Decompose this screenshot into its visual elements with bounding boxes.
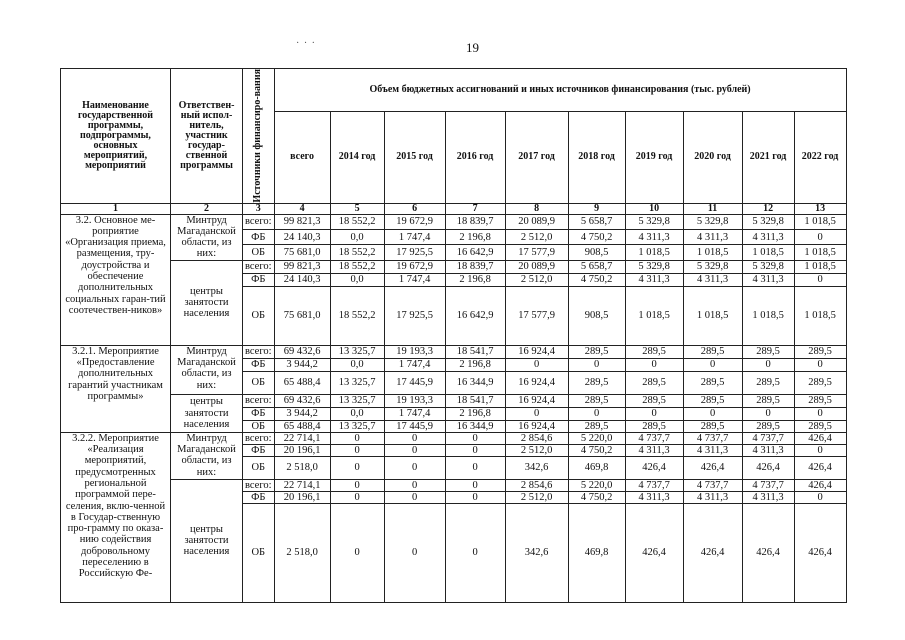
funding-source-cell: ФБ	[243, 491, 275, 503]
amount-cell: 4 311,3	[742, 491, 794, 503]
amount-cell: 5 658,7	[568, 260, 625, 273]
amount-cell: 18 552,2	[330, 260, 384, 273]
amount-cell: 289,5	[683, 420, 742, 432]
amount-cell: 0	[683, 358, 742, 371]
program-name-cell: 3.2. Основное ме-роприятие «Организация приема, размещения, тру-доустройства и обеспечение дополнительных социальных гаран-тий соотечествен-ников»	[61, 214, 171, 345]
index-cell: 11	[683, 203, 742, 214]
amount-cell: 1 018,5	[683, 245, 742, 260]
amount-cell: 18 839,7	[445, 260, 505, 273]
amount-cell: 18 552,2	[330, 214, 384, 229]
amount-cell: 5 329,8	[683, 214, 742, 229]
amount-cell: 69 432,6	[274, 345, 330, 358]
amount-cell: 18 839,7	[445, 214, 505, 229]
amount-cell: 426,4	[683, 456, 742, 479]
amount-cell: 0	[445, 503, 505, 602]
amount-cell: 19 672,9	[384, 214, 445, 229]
amount-cell: 0	[794, 444, 846, 456]
amount-cell: 0	[568, 358, 625, 371]
amount-cell: 0	[505, 407, 568, 420]
amount-cell: 4 311,3	[625, 444, 683, 456]
amount-cell: 2 512,0	[505, 229, 568, 244]
responsible-cell: центры занятости населения	[171, 479, 243, 602]
amount-cell: 289,5	[742, 371, 794, 394]
amount-cell: 16 924,4	[505, 345, 568, 358]
amount-cell: 2 196,8	[445, 273, 505, 286]
amount-cell: 426,4	[742, 503, 794, 602]
index-cell: 10	[625, 203, 683, 214]
scan-dots: · · ·	[296, 38, 316, 49]
amount-cell: 16 924,4	[505, 394, 568, 407]
amount-cell: 289,5	[742, 394, 794, 407]
amount-cell: 1 018,5	[625, 245, 683, 260]
responsible-cell: центры занятости населения	[171, 394, 243, 432]
amount-cell: 16 924,4	[505, 371, 568, 394]
amount-cell: 3 944,2	[274, 358, 330, 371]
amount-cell: 75 681,0	[274, 245, 330, 260]
amount-cell: 289,5	[794, 420, 846, 432]
amount-cell: 0	[445, 491, 505, 503]
amount-cell: 99 821,3	[274, 260, 330, 273]
amount-cell: 426,4	[794, 432, 846, 444]
amount-cell: 20 196,1	[274, 491, 330, 503]
amount-cell: 4 750,2	[568, 229, 625, 244]
col-header-year: 2018 год	[568, 112, 625, 203]
amount-cell: 24 140,3	[274, 229, 330, 244]
table-row	[61, 260, 847, 273]
amount-cell: 0	[330, 444, 384, 456]
index-cell: 7	[445, 203, 505, 214]
amount-cell: 289,5	[683, 394, 742, 407]
amount-cell: 20 089,9	[505, 260, 568, 273]
amount-cell: 22 714,1	[274, 432, 330, 444]
amount-cell: 0,0	[330, 229, 384, 244]
amount-cell: 0	[742, 358, 794, 371]
amount-cell: 1 018,5	[742, 245, 794, 260]
amount-cell: 0	[330, 503, 384, 602]
amount-cell: 5 329,8	[742, 214, 794, 229]
amount-cell: 4 737,7	[742, 479, 794, 491]
amount-cell: 4 737,7	[742, 432, 794, 444]
amount-cell: 18 541,7	[445, 345, 505, 358]
funding-source-cell: ФБ	[243, 358, 275, 371]
amount-cell: 289,5	[794, 371, 846, 394]
amount-cell: 4 311,3	[683, 491, 742, 503]
amount-cell: 4 311,3	[625, 229, 683, 244]
amount-cell: 0	[742, 407, 794, 420]
amount-cell: 426,4	[742, 456, 794, 479]
col-header-year: 2016 год	[445, 112, 505, 203]
amount-cell: 908,5	[568, 286, 625, 345]
amount-cell: 1 747,4	[384, 273, 445, 286]
amount-cell: 4 311,3	[742, 229, 794, 244]
amount-cell: 5 220,0	[568, 479, 625, 491]
amount-cell: 0	[794, 358, 846, 371]
index-cell: 13	[794, 203, 846, 214]
amount-cell: 4 737,7	[625, 479, 683, 491]
funding-source-cell: ОБ	[243, 420, 275, 432]
amount-cell: 4 311,3	[683, 444, 742, 456]
amount-cell: 65 488,4	[274, 420, 330, 432]
amount-cell: 17 577,9	[505, 245, 568, 260]
index-cell: 9	[568, 203, 625, 214]
amount-cell: 75 681,0	[274, 286, 330, 345]
amount-cell: 16 642,9	[445, 245, 505, 260]
amount-cell: 426,4	[794, 479, 846, 491]
col-header-volume: Объем бюджетных ассигнований и иных источников финансирования (тыс. рублей)	[274, 69, 846, 112]
amount-cell: 469,8	[568, 456, 625, 479]
amount-cell: 1 018,5	[794, 214, 846, 229]
funding-source-cell: ФБ	[243, 229, 275, 244]
amount-cell: 289,5	[683, 345, 742, 358]
amount-cell: 2 512,0	[505, 444, 568, 456]
amount-cell: 0	[794, 273, 846, 286]
amount-cell: 4 311,3	[742, 273, 794, 286]
amount-cell: 2 512,0	[505, 273, 568, 286]
amount-cell: 4 311,3	[625, 491, 683, 503]
col-header-year: 2022 год	[794, 112, 846, 203]
amount-cell: 0	[384, 503, 445, 602]
funding-source-cell: ОБ	[243, 503, 275, 602]
amount-cell: 5 329,8	[625, 214, 683, 229]
amount-cell: 5 329,8	[625, 260, 683, 273]
col-header-responsible: Ответствен-ный испол-нитель, участник государ-ственной программы	[171, 69, 243, 204]
amount-cell: 289,5	[568, 420, 625, 432]
col-header-year: 2020 год	[683, 112, 742, 203]
index-cell: 12	[742, 203, 794, 214]
amount-cell: 4 750,2	[568, 491, 625, 503]
amount-cell: 0	[384, 432, 445, 444]
amount-cell: 289,5	[742, 345, 794, 358]
table-body	[61, 214, 847, 602]
amount-cell: 1 018,5	[794, 245, 846, 260]
amount-cell: 22 714,1	[274, 479, 330, 491]
amount-cell: 426,4	[794, 503, 846, 602]
program-name-cell: 3.2.1. Мероприятие «Предоставление дополнительных гарантий участникам программы»	[61, 345, 171, 432]
amount-cell: 24 140,3	[274, 273, 330, 286]
amount-cell: 342,6	[505, 503, 568, 602]
amount-cell: 1 747,4	[384, 407, 445, 420]
amount-cell: 4 311,3	[683, 273, 742, 286]
amount-cell: 0	[384, 491, 445, 503]
responsible-cell: Минтруд Магаданской области, из них:	[171, 345, 243, 394]
amount-cell: 17 925,5	[384, 245, 445, 260]
amount-cell: 4 737,7	[625, 432, 683, 444]
amount-cell: 99 821,3	[274, 214, 330, 229]
col-header-source	[243, 69, 275, 204]
amount-cell: 19 672,9	[384, 260, 445, 273]
amount-cell: 0	[794, 491, 846, 503]
col-header-year: всего	[274, 112, 330, 203]
amount-cell: 0	[445, 456, 505, 479]
col-header-year: 2015 год	[384, 112, 445, 203]
amount-cell: 0	[330, 456, 384, 479]
amount-cell: 289,5	[625, 420, 683, 432]
amount-cell: 5 329,8	[683, 260, 742, 273]
amount-cell: 0	[445, 444, 505, 456]
index-cell: 8	[505, 203, 568, 214]
amount-cell: 0	[445, 432, 505, 444]
amount-cell: 3 944,2	[274, 407, 330, 420]
table-row	[61, 214, 847, 229]
amount-cell: 2 854,6	[505, 432, 568, 444]
program-name-cell: 3.2.2. Мероприятие «Реализация мероприятий, предусмотренных региональной программой пере-селения, вклю-ченной в Государ-ственную про-грамму по оказа-нию содействия добровольному переселению в Российскую Фе-	[61, 432, 171, 602]
amount-cell: 289,5	[625, 371, 683, 394]
amount-cell: 2 196,8	[445, 229, 505, 244]
amount-cell: 289,5	[742, 420, 794, 432]
amount-cell: 18 541,7	[445, 394, 505, 407]
amount-cell: 0	[330, 479, 384, 491]
col-header-year: 2017 год	[505, 112, 568, 203]
amount-cell: 426,4	[625, 456, 683, 479]
amount-cell: 0	[384, 444, 445, 456]
amount-cell: 1 747,4	[384, 358, 445, 371]
funding-source-cell: всего:	[243, 432, 275, 444]
amount-cell: 426,4	[625, 503, 683, 602]
responsible-cell: Минтруд Магаданской области, из них:	[171, 432, 243, 479]
amount-cell: 0,0	[330, 358, 384, 371]
amount-cell: 2 196,8	[445, 358, 505, 371]
amount-cell: 1 018,5	[742, 286, 794, 345]
amount-cell: 1 018,5	[683, 286, 742, 345]
amount-cell: 0	[683, 407, 742, 420]
amount-cell: 289,5	[683, 371, 742, 394]
budget-table	[60, 68, 847, 603]
amount-cell: 5 220,0	[568, 432, 625, 444]
amount-cell: 13 325,7	[330, 394, 384, 407]
amount-cell: 4 311,3	[683, 229, 742, 244]
amount-cell: 5 658,7	[568, 214, 625, 229]
col-header-source-text: Источники финансиро-вания	[252, 69, 264, 203]
amount-cell: 2 512,0	[505, 491, 568, 503]
responsible-cell: Минтруд Магаданской области, из них:	[171, 214, 243, 260]
amount-cell: 0	[625, 358, 683, 371]
funding-source-cell: ФБ	[243, 407, 275, 420]
table-row	[61, 479, 847, 491]
amount-cell: 1 018,5	[625, 286, 683, 345]
col-header-year: 2014 год	[330, 112, 384, 203]
index-cell: 4	[274, 203, 330, 214]
index-row	[61, 203, 847, 214]
amount-cell: 289,5	[568, 394, 625, 407]
funding-source-cell: ОБ	[243, 245, 275, 260]
col-header-name: Наименование государственной программы, подпрограммы, основных мероприятий, мероприятий	[61, 69, 171, 204]
amount-cell: 0	[384, 479, 445, 491]
amount-cell: 16 642,9	[445, 286, 505, 345]
amount-cell: 0	[384, 456, 445, 479]
amount-cell: 18 552,2	[330, 245, 384, 260]
amount-cell: 17 445,9	[384, 420, 445, 432]
amount-cell: 426,4	[794, 456, 846, 479]
funding-source-cell: ОБ	[243, 286, 275, 345]
col-header-year: 2021 год	[742, 112, 794, 203]
page-number: 19	[466, 40, 479, 55]
amount-cell: 19 193,3	[384, 345, 445, 358]
funding-source-cell: ФБ	[243, 273, 275, 286]
amount-cell: 2 518,0	[274, 456, 330, 479]
funding-source-cell: ОБ	[243, 456, 275, 479]
amount-cell: 342,6	[505, 456, 568, 479]
amount-cell: 20 196,1	[274, 444, 330, 456]
amount-cell: 2 196,8	[445, 407, 505, 420]
amount-cell: 4 311,3	[742, 444, 794, 456]
amount-cell: 0,0	[330, 273, 384, 286]
funding-source-cell: всего:	[243, 394, 275, 407]
table-row	[61, 345, 847, 358]
amount-cell: 469,8	[568, 503, 625, 602]
amount-cell: 13 325,7	[330, 371, 384, 394]
amount-cell: 4 737,7	[683, 432, 742, 444]
table-row	[61, 394, 847, 407]
amount-cell: 0	[794, 229, 846, 244]
funding-source-cell: ОБ	[243, 371, 275, 394]
amount-cell: 0	[794, 407, 846, 420]
amount-cell: 17 445,9	[384, 371, 445, 394]
amount-cell: 5 329,8	[742, 260, 794, 273]
funding-source-cell: всего:	[243, 214, 275, 229]
index-cell: 2	[171, 203, 243, 214]
amount-cell: 0	[505, 358, 568, 371]
amount-cell: 289,5	[625, 394, 683, 407]
amount-cell: 16 924,4	[505, 420, 568, 432]
amount-cell: 289,5	[794, 345, 846, 358]
amount-cell: 4 311,3	[625, 273, 683, 286]
amount-cell: 2 854,6	[505, 479, 568, 491]
col-header-year: 2019 год	[625, 112, 683, 203]
funding-source-cell: всего:	[243, 260, 275, 273]
funding-source-cell: всего:	[243, 479, 275, 491]
amount-cell: 17 577,9	[505, 286, 568, 345]
index-cell: 5	[330, 203, 384, 214]
amount-cell: 4 750,2	[568, 444, 625, 456]
amount-cell: 0	[445, 479, 505, 491]
funding-source-cell: ФБ	[243, 444, 275, 456]
responsible-cell: центры занятости населения	[171, 260, 243, 345]
amount-cell: 0	[330, 432, 384, 444]
amount-cell: 1 018,5	[794, 286, 846, 345]
table-row	[61, 432, 847, 444]
amount-cell: 908,5	[568, 245, 625, 260]
amount-cell: 0	[625, 407, 683, 420]
amount-cell: 426,4	[683, 503, 742, 602]
amount-cell: 0	[330, 491, 384, 503]
amount-cell: 0	[568, 407, 625, 420]
amount-cell: 289,5	[568, 371, 625, 394]
amount-cell: 289,5	[568, 345, 625, 358]
amount-cell: 65 488,4	[274, 371, 330, 394]
index-cell: 1	[61, 203, 171, 214]
amount-cell: 17 925,5	[384, 286, 445, 345]
amount-cell: 13 325,7	[330, 345, 384, 358]
amount-cell: 289,5	[625, 345, 683, 358]
amount-cell: 19 193,3	[384, 394, 445, 407]
amount-cell: 4 737,7	[683, 479, 742, 491]
amount-cell: 16 344,9	[445, 371, 505, 394]
amount-cell: 13 325,7	[330, 420, 384, 432]
index-cell: 6	[384, 203, 445, 214]
amount-cell: 4 750,2	[568, 273, 625, 286]
amount-cell: 2 518,0	[274, 503, 330, 602]
amount-cell: 0,0	[330, 407, 384, 420]
index-cell: 3	[243, 203, 275, 214]
amount-cell: 20 089,9	[505, 214, 568, 229]
funding-source-cell: всего:	[243, 345, 275, 358]
amount-cell: 289,5	[794, 394, 846, 407]
amount-cell: 18 552,2	[330, 286, 384, 345]
amount-cell: 69 432,6	[274, 394, 330, 407]
amount-cell: 1 747,4	[384, 229, 445, 244]
amount-cell: 16 344,9	[445, 420, 505, 432]
amount-cell: 1 018,5	[794, 260, 846, 273]
